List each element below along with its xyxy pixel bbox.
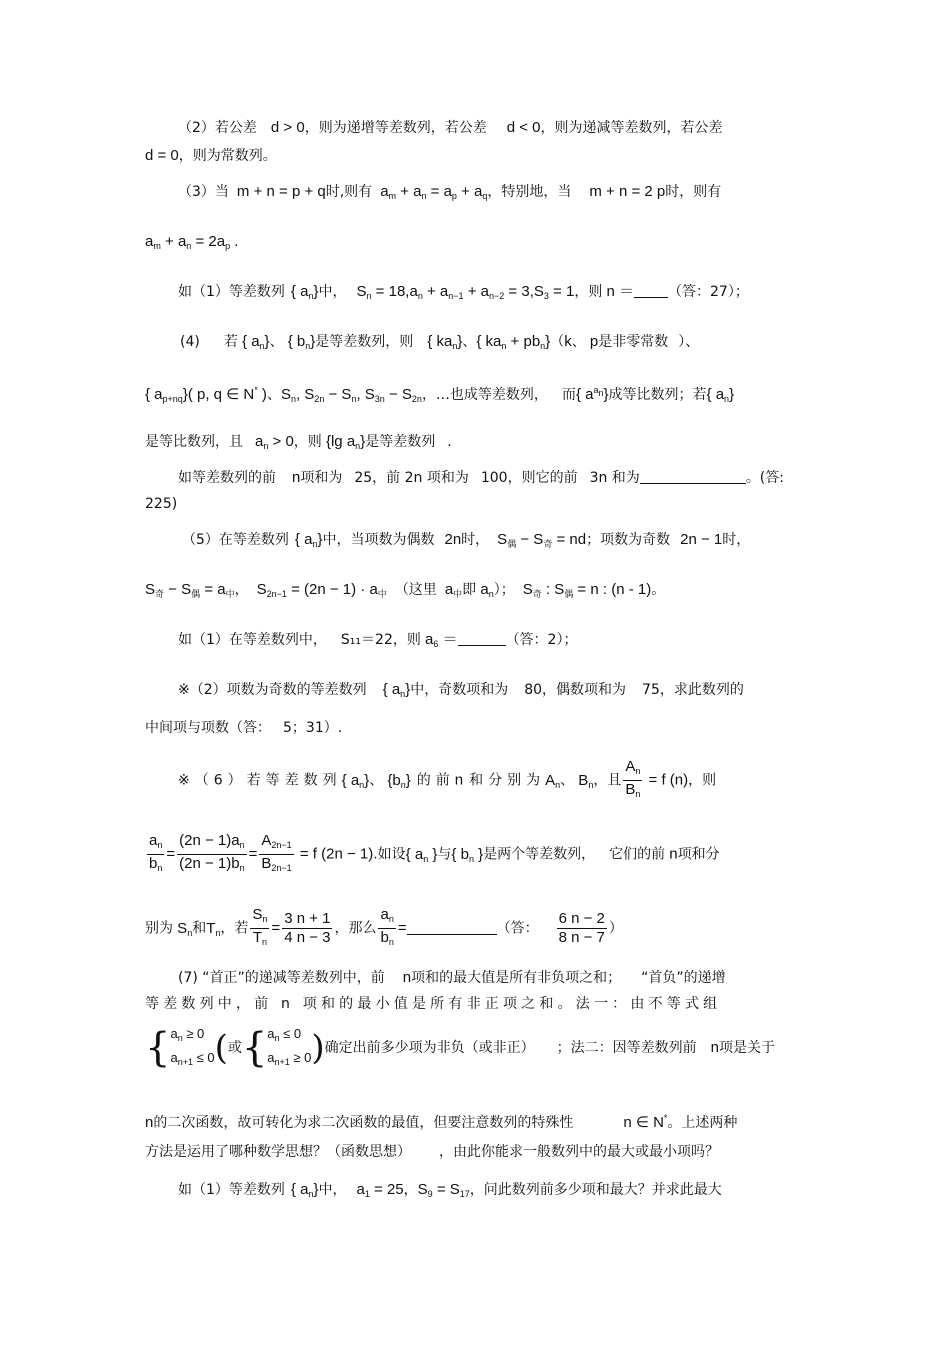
text: 方法是运用了哪种数学思想？（函数思想） (145, 1144, 411, 1160)
property-5-line1: （5）在等差数列 { $a_n$}中，当项数为偶数 2n时， $S_偶 - S_奇$ = nd；项数为奇数 2n − 1时， (182, 531, 751, 549)
text: 中，奇数项和为 (410, 682, 509, 698)
example-3: 如（1）在等差数列中， S₁₁＝22，则 $a_6$ ＝ （答：2）； (178, 631, 578, 649)
text: 。(答: (745, 470, 784, 486)
text: 若 (223, 334, 238, 350)
text: 或 (227, 1040, 242, 1056)
property-5-line2: $S_奇 - S_偶 = a_中$， $S_{2n-1} = (2n - 1) \cdot a_中$ （这里 $a_中$即 $a_n$）； $S_奇$ : $S_偶 = n$ : (n - 1)。 (145, 581, 666, 599)
text: 是非零常数 (598, 334, 669, 350)
property-3-line2: $a_m + a_n = 2a_p$ . (145, 233, 239, 251)
property-2-line2: d = 0，则为常数列。 (145, 147, 277, 164)
example-2-line2 (145, 494, 177, 514)
text: 时， (461, 532, 490, 548)
property-7-line5 (145, 1142, 719, 1162)
text: n (454, 771, 464, 789)
property-4-line1: (4) 若 { $a_n$}、 { $b_n$}是等差数列，则 { $ka_n$}、{ $ka_n + pb_n\}(k$、 p是非零常数 ）、 (180, 333, 700, 351)
text: ；项数为奇数 (586, 532, 671, 548)
text: （5）在等差数列 (182, 532, 289, 548)
property-3-line1: （3）当 m + n = p + q时,则有 $a_m + a_n = a_p + a_q$，特别地，当 m + n = 2 p时，则有 (178, 183, 722, 201)
text: 和分别为 (469, 772, 546, 789)
text: 项是关于 (719, 1040, 775, 1056)
text: （3）当 (178, 184, 229, 200)
text: ）、 (678, 334, 700, 350)
text: 。上述两种 (667, 1115, 738, 1131)
text: 等差数列中，前 n 项和的最小值是所有非正项之和。法一：由不等式组 (145, 996, 722, 1012)
text: 80，偶数项和为 (524, 682, 627, 698)
text: 它们的前 (609, 846, 666, 863)
property-7-line3: { $a_n \ge 0$ $a_{n+1} \le 0$ (或{ $a_n \le 0$ $a_{n+1} \ge 0$ )确定出前多少项为非负（或非正） ；法二：因等差数列前 n项是关于 (145, 1025, 775, 1071)
text: 中， (318, 1182, 347, 1198)
text: ，则 (574, 284, 603, 300)
text: 而 (561, 387, 576, 403)
text: ，若 (220, 920, 249, 937)
text: 确定出前多少项为非负（或非正） (324, 1040, 535, 1056)
example-1: 如（1）等差数列 { $a_n$}中， $S_n = 18,a_n + a_{n-1} + a_{n-2} = 3,S_3 = 1$，则 n ＝ （答：27）； (178, 283, 749, 301)
text: ，那么 (334, 920, 377, 937)
text: 如（1）在等差数列中， (178, 632, 327, 648)
text: ，则 (293, 434, 322, 450)
text: （答： (496, 920, 539, 937)
answer: （答：27）； (668, 284, 749, 300)
text: 、 (560, 772, 575, 789)
text: ，…也成等差数列， (421, 387, 548, 403)
text: 时， (722, 532, 751, 548)
text: 别为 (145, 920, 173, 937)
text: 项和分 (677, 846, 720, 863)
text: S₁₁＝22，则 (340, 632, 421, 648)
text: 项和为 (300, 470, 343, 486)
text: 即 (462, 582, 477, 598)
text: 是等差数列，则 (315, 334, 414, 350)
text: （2）若公差 (178, 120, 257, 136)
property-6-line3: 别为 $S_n$和$T_n$，若 $\frac{S_n}{T_n}$ = $\frac{3 n + 1}{4 n - 3}$ ，那么 $\frac{a_n}{b_n}$ = （答： $\frac{6 n - 2}{8 n - 7}$ ） (145, 906, 623, 947)
text: 、 (462, 334, 477, 350)
property-4-line3: 是等比数列，且 $a_n > 0$，则 {lg $a_n$}是等差数列 . (145, 433, 452, 451)
property-2-line1: （2）若公差 d > 0，则为递增等差数列，若公差 d < 0，则为递减等差数列，若公差 (178, 119, 723, 136)
text: ，问此数列前多少项和最大？并求此最大 (469, 1182, 722, 1198)
text: 与 (437, 846, 452, 863)
example-2-line1: 如等差数列的前 n项和为 25，前 2n 项和为 100，则它的前 3n 和为 。(答: (178, 469, 784, 486)
example-5: 如（1）等差数列 { $a_n$}中， $a_1 = 25$，$S_9 = S_{17}$，问此数列前多少项和最大？并求此最大 (178, 1181, 722, 1199)
text: 和 (192, 920, 207, 937)
text: .如设 (373, 846, 406, 863)
text: ，则为递增等差数列，若公差 (304, 120, 487, 136)
text: ，则 (688, 772, 717, 789)
text: 。 (651, 582, 666, 598)
text: ，则为递减等差数列，若公差 (540, 120, 723, 136)
text: ，则为常数列。 (178, 148, 277, 164)
text: 的前 (416, 772, 455, 789)
text: . (447, 434, 452, 450)
text: ）； (493, 582, 515, 598)
text: 、 (269, 334, 284, 350)
text: 是等差数列 (365, 434, 436, 450)
text: (4) (180, 334, 200, 350)
text: 是两个等差数列， (483, 846, 596, 863)
text: 项和的最大值是所有非负项之和； (411, 970, 622, 986)
text: ，由此你能求一般数列中的最大或最小项吗？ (439, 1144, 719, 1160)
text: 100，则它的前 (480, 470, 578, 486)
text: (7) “首正”的递减等差数列中，前 (178, 970, 385, 986)
text: 、 (571, 334, 586, 350)
answer: （答：2）； (505, 632, 578, 648)
text: 25，前 2n 项和为 (354, 470, 469, 486)
text: 的二次函数，故可转化为求二次函数的最值，但要注意数列的特殊性 (153, 1115, 574, 1131)
text: ，特别地，当 (487, 184, 572, 200)
answer: 225) (145, 496, 178, 512)
text: 、 (266, 387, 281, 403)
text: “首负”的递增 (641, 970, 726, 986)
text: 时，则有 (665, 184, 722, 200)
text: 如（1）等差数列 (178, 284, 285, 300)
property-6-line2: $\frac{a_n}{b_n}$ = $\frac{(2n - 1)a_n}{(2n - 1)b_n}$ = $\frac{A_{2n-1}}{B_{2n-1}}$ = f (2n − 1).如设{ $a_n$ }与{ $b_n$ }是两个等差数列， 它们的前 n项和分 (149, 832, 720, 873)
text: 中，当项数为偶数 (322, 532, 435, 548)
text: 、 (369, 772, 384, 789)
text: ） (608, 920, 623, 937)
text: ，且 (593, 772, 622, 789)
property-7-line1: (7) “首正”的递减等差数列中，前 n项和的最大值是所有非负项之和； “首负”的递增 (178, 969, 726, 986)
property-6-line1: ※（6）若等差数列{ $a_n$}、 $\{b_n\}$ 的前n 和分别为$A_n$、 $B_n$，且 $\frac{A_n}{B_n}$ = f (n)，则 (178, 758, 717, 799)
text: 3n 和为 (589, 470, 640, 486)
text: （这里 (394, 582, 437, 598)
example-4-line2 (145, 718, 342, 738)
text: 中， (318, 284, 347, 300)
text: ※（2）项数为奇数的等差数列 (178, 682, 367, 698)
text: 如等差数列的前 (178, 470, 276, 486)
text: ；法二：因等差数列前 (556, 1040, 697, 1056)
text: 成等比数列；若 (608, 387, 707, 403)
text: 时,则有 (325, 184, 373, 200)
text: 是等比数列，且 (145, 434, 243, 450)
text: ， (234, 582, 249, 598)
text: 如（1）等差数列 (178, 1182, 285, 1198)
text: ※（6）若等差数列 (178, 772, 342, 789)
property-7-line2 (145, 994, 721, 1014)
property-7-line4: n的二次函数，故可转化为求二次函数的最值，但要注意数列的特殊性 n ∈ N*。上述两种 (145, 1113, 738, 1131)
example-4-line1: ※（2）项数为奇数的等差数列 { $a_n$}中，奇数项和为 80，偶数项和为 75，求此数列的 (178, 681, 744, 699)
text: 5；31）. (283, 720, 343, 736)
text: 中间项与项数（答： (145, 720, 271, 736)
text: 75，求此数列的 (642, 682, 744, 698)
property-4-line2: { $a_{p+nq}$}( p, q ∈ N* )、$S_n$, $S_{2n} - S_n$, $S_{3n} - S_{2n}$，…也成等差数列， 而{ $a^{a_n}$}成等比数列；若{ $a_n$} (145, 385, 735, 404)
text: （ (550, 334, 565, 350)
